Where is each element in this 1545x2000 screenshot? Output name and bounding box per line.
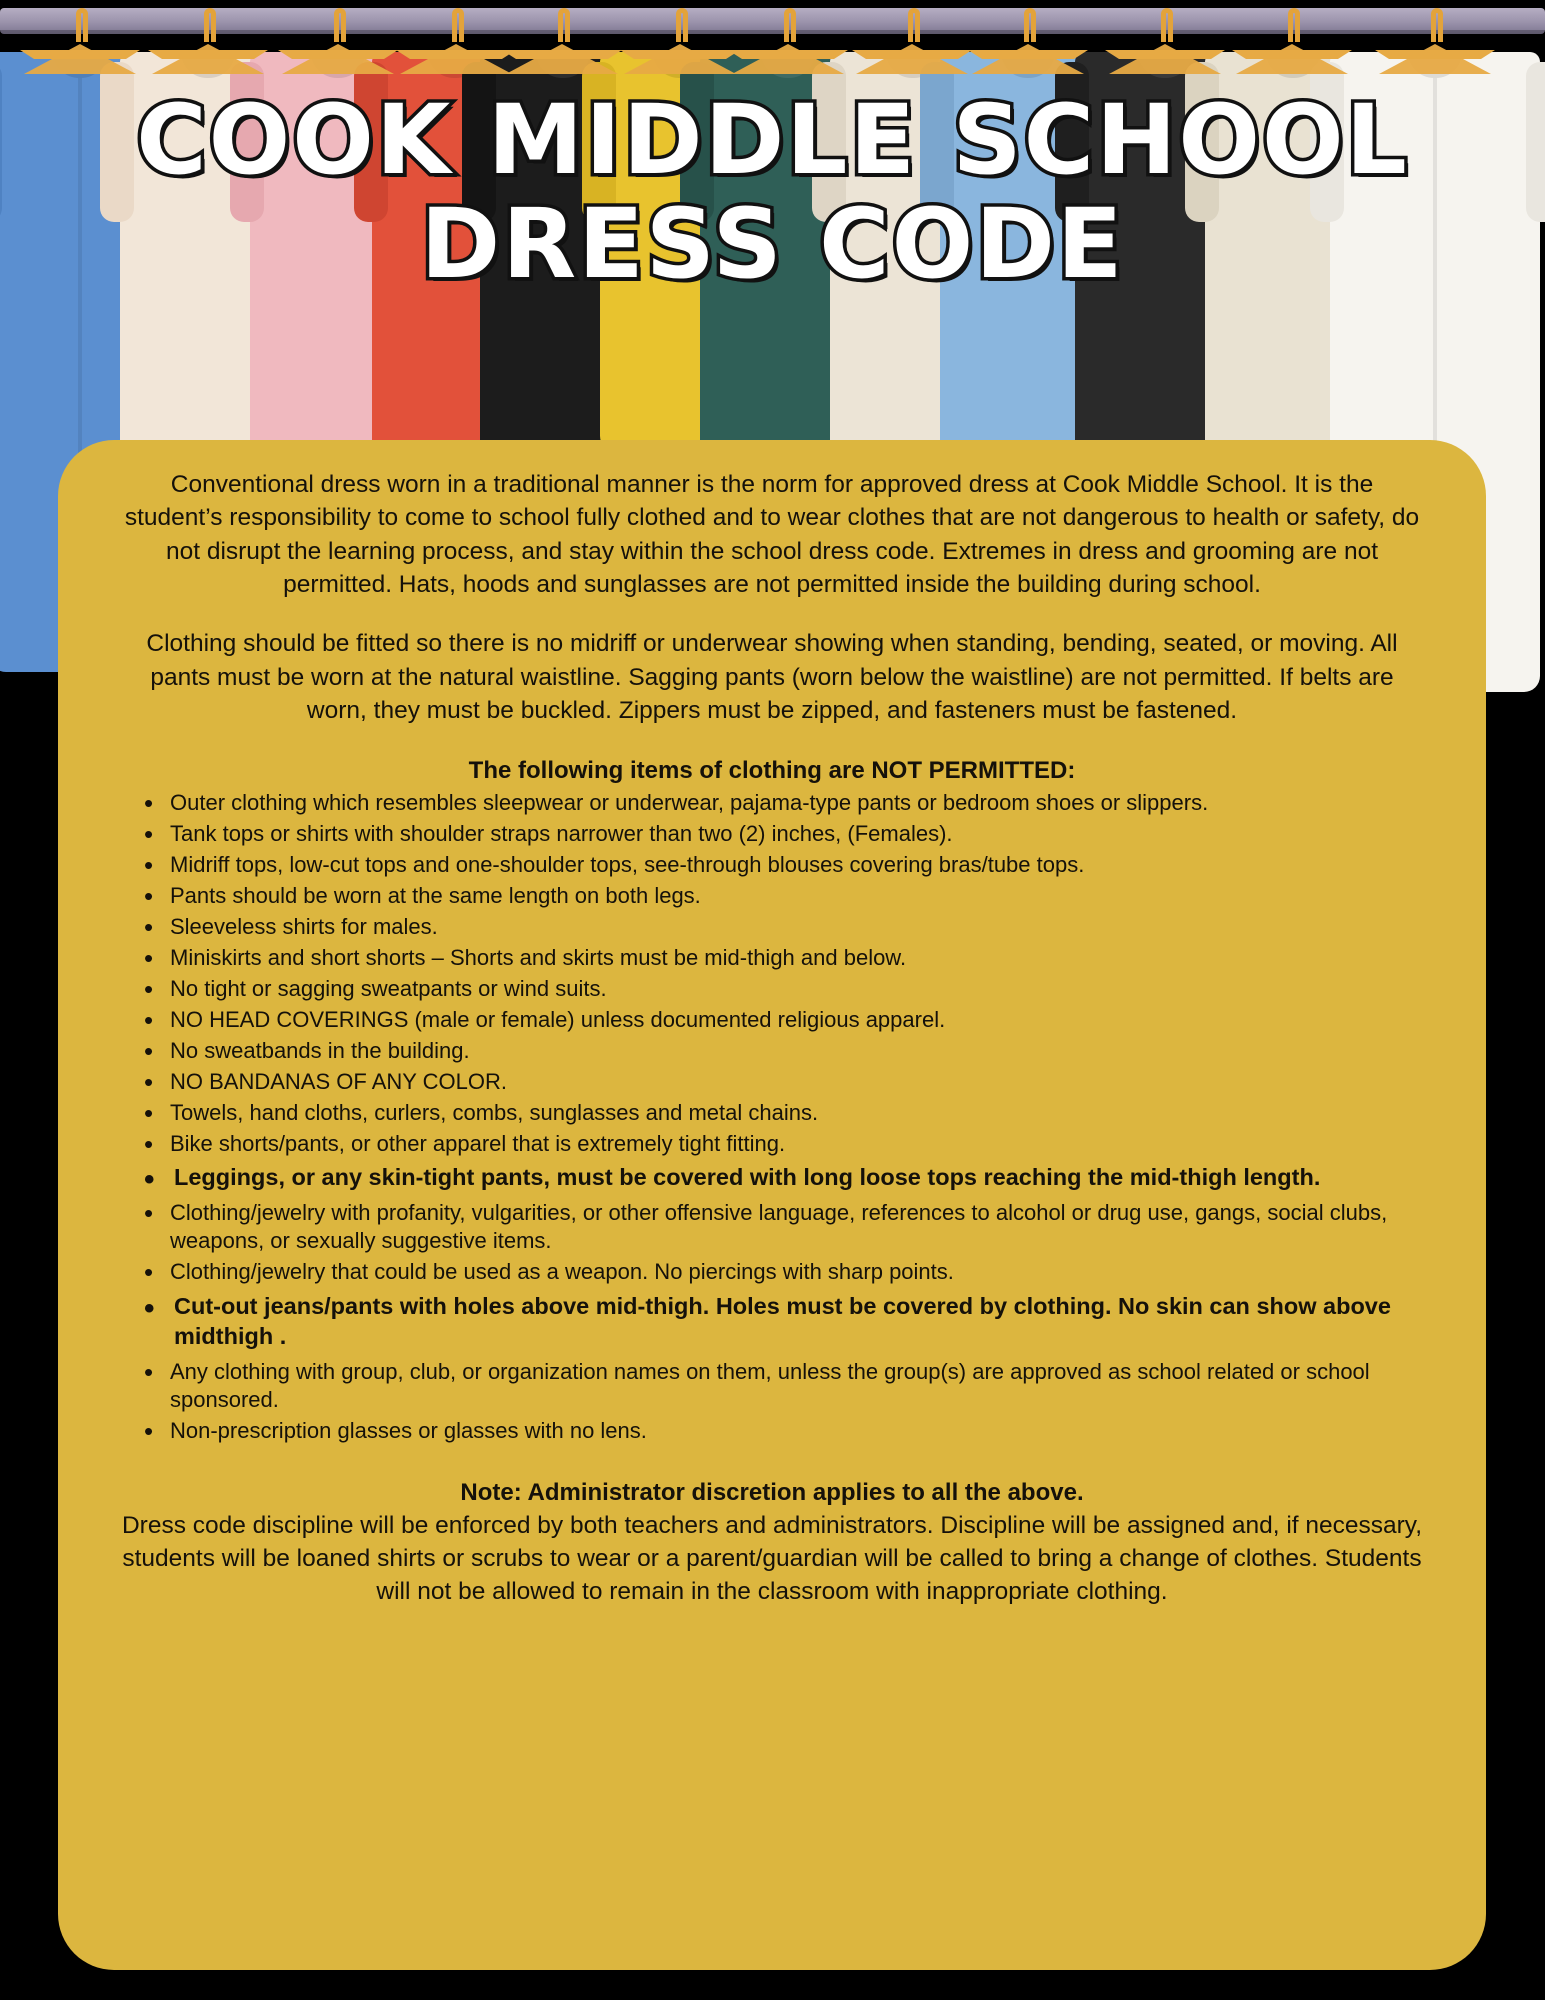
poster-title-line-1: COOK MIDDLE SCHOOL	[136, 84, 1409, 196]
list-item: • Any clothing with group, club, or organization names on them, unless the group(s) are approved as school related or school sponsored.	[144, 1358, 1436, 1414]
not-permitted-heading: The following items of clothing are NOT PERMITTED:	[468, 757, 1076, 785]
list-item: • No sweatbands in the building.	[144, 1037, 1436, 1065]
not-permitted-list	[98, 789, 1446, 1444]
note-heading: Note: Administrator discretion applies to all the above.	[460, 1478, 1084, 1506]
intro-paragraph-1: Conventional dress worn in a traditional manner is the norm for approved dress at Cook Middle School. It is the student’s responsibility to come to school fully clothed and to wear clothes that are not dangerous to health or safety, do not disrupt the learning process, and stay within the school dress code. Extremes in dress and grooming are not permitted. Hats, hoods and sunglasses are not permitted inside the building during school.	[124, 471, 1420, 598]
poster-title-line-2: DRESS CODE	[420, 187, 1125, 300]
list-item: • Tank tops or shirts with shoulder straps narrower than two (2) inches, (Females).	[144, 820, 1436, 848]
list-item: • Clothing/jewelry that could be used as a weapon. No piercings with sharp points.	[144, 1258, 1436, 1286]
dress-code-card	[58, 440, 1486, 1970]
list-item: • NO HEAD COVERINGS (male or female) unless documented religious apparel.	[144, 1006, 1436, 1034]
intro-paragraph-2: Clothing should be fitted so there is no midriff or underwear showing when standing, bending, seated, or moving. All pants must be worn at the natural waistline. Sagging pants (worn below the waistline) are not permitted. If belts are worn, they must be buckled. Zippers must be zipped, and fasteners must be fastened.	[146, 630, 1398, 724]
list-item: • Sleeveless shirts for males.	[144, 913, 1436, 941]
list-item: • Leggings, or any skin-tight pants, must be covered with long loose tops reaching the mid-thigh length.	[144, 1163, 1436, 1193]
poster-title	[0, 84, 1545, 300]
list-item: • Bike shorts/pants, or other apparel that is extremely tight fitting.	[144, 1130, 1436, 1158]
list-item: • Clothing/jewelry with profanity, vulgarities, or other offensive language, references to alcohol or drug use, gangs, social clubs, weapons, or sexually suggestive items.	[144, 1199, 1436, 1255]
list-item: • Outer clothing which resembles sleepwear or underwear, pajama-type pants or bedroom shoes or slippers.	[144, 789, 1436, 817]
list-item: • Cut-out jeans/pants with holes above mid-thigh. Holes must be covered by clothing. No skin can show above midthigh .	[144, 1292, 1436, 1352]
list-item: • Pants should be worn at the same length on both legs.	[144, 882, 1436, 910]
list-item: • NO BANDANAS OF ANY COLOR.	[144, 1068, 1436, 1096]
list-item: • Non-prescription glasses or glasses with no lens.	[144, 1417, 1436, 1445]
list-item: • No tight or sagging sweatpants or wind suits.	[144, 975, 1436, 1003]
closing-paragraph: Dress code discipline will be enforced by both teachers and administrators. Discipline will be assigned and, if necessary, students will be loaned shirts or scrubs to wear or a parent/guardian will be called to bring a change of clothes. Students will not be allowed to remain in the classroom with inappropriate clothing.	[121, 1511, 1423, 1606]
list-item: • Midriff tops, low-cut tops and one-shoulder tops, see-through blouses covering bras/tube tops.	[144, 851, 1436, 879]
list-item: • Miniskirts and short shorts – Shorts and skirts must be mid-thigh and below.	[144, 944, 1436, 972]
list-item: • Towels, hand cloths, curlers, combs, sunglasses and metal chains.	[144, 1099, 1436, 1127]
